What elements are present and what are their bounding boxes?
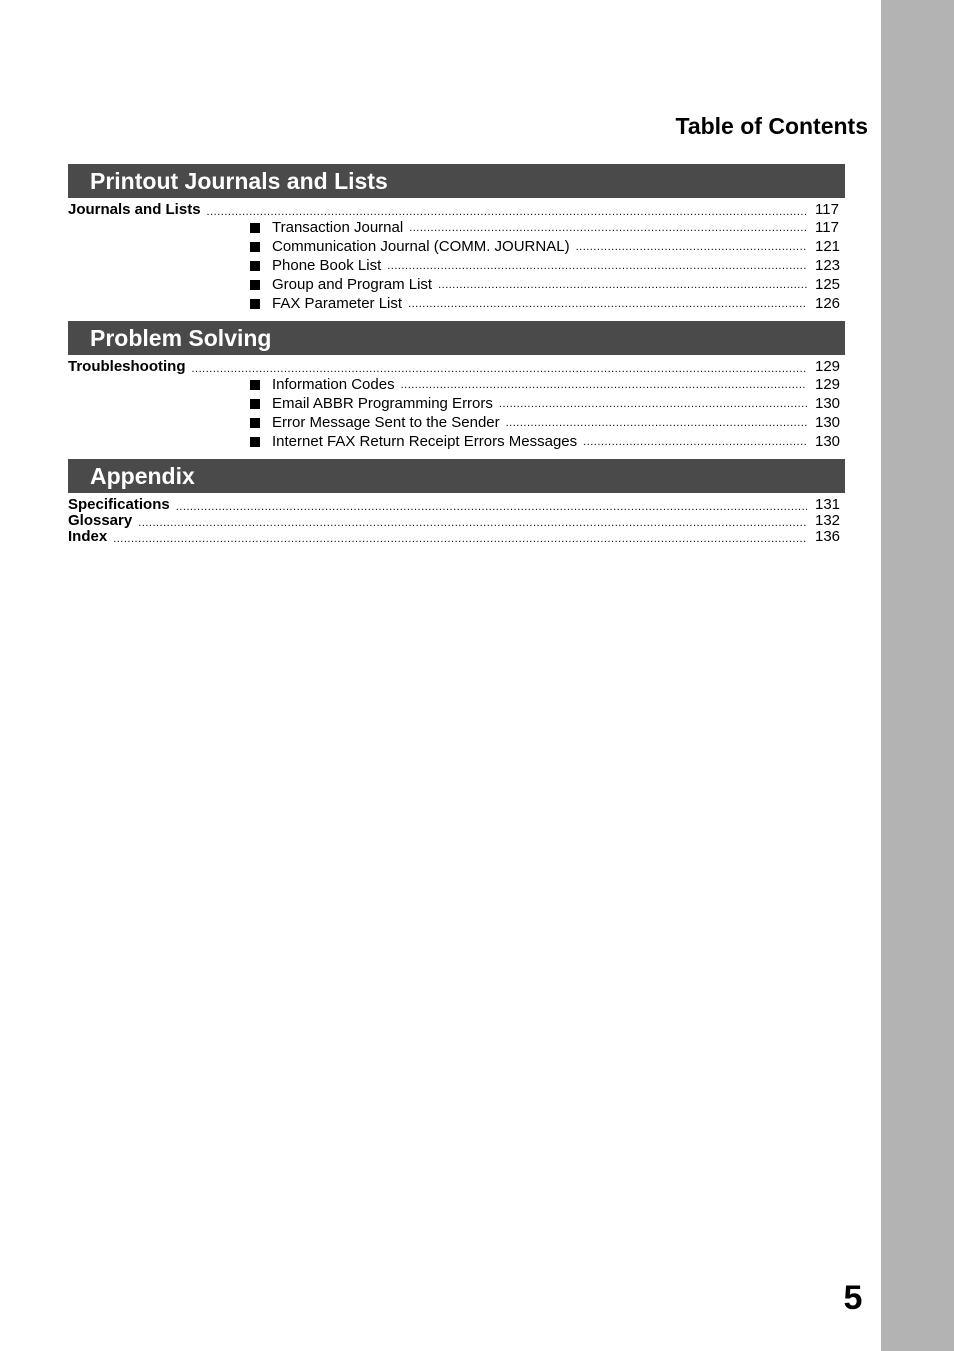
toc-section-problem-solving [68, 321, 845, 451]
toc-sub-entry[interactable] [250, 275, 845, 294]
dot-leader [583, 436, 807, 448]
entry-page: 117 [815, 201, 839, 218]
entry-title: Index [68, 528, 108, 545]
dot-leader [401, 379, 807, 391]
entry-title: Glossary [68, 512, 133, 529]
entry-title: Journals and Lists [68, 201, 201, 218]
sub-entry-title: FAX Parameter List [272, 295, 403, 312]
section-entries [68, 493, 845, 545]
sub-entry-page: 121 [815, 238, 841, 255]
sub-entry-title: Group and Program List [272, 276, 433, 293]
dot-leader [409, 222, 807, 234]
sub-entry-page: 130 [815, 395, 841, 412]
toc-sub-entry[interactable] [250, 218, 845, 237]
toc-sub-entry[interactable] [250, 413, 845, 432]
toc-entry[interactable] [68, 529, 845, 545]
sub-entry-page: 126 [815, 295, 841, 312]
sub-entry-page: 117 [815, 219, 839, 236]
section-gap [68, 313, 845, 321]
square-bullet-icon [250, 223, 260, 233]
dot-leader [113, 533, 807, 545]
toc-sub-entry[interactable] [250, 394, 845, 413]
toc-entry[interactable] [68, 359, 845, 375]
square-bullet-icon [250, 280, 260, 290]
sub-entry-title: Communication Journal (COMM. JOURNAL) [272, 238, 570, 255]
square-bullet-icon [250, 261, 260, 271]
sub-entry-title: Error Message Sent to the Sender [272, 414, 500, 431]
section-entries [68, 198, 845, 313]
section-heading: Appendix [68, 459, 845, 493]
square-bullet-icon [250, 399, 260, 409]
square-bullet-icon [250, 242, 260, 252]
toc-sub-entry[interactable] [250, 294, 845, 313]
entry-page: 132 [815, 512, 841, 529]
entry-page: 131 [815, 496, 841, 513]
dot-leader [192, 363, 808, 375]
section-entries [68, 355, 845, 451]
toc-content [68, 164, 845, 545]
side-tab [881, 0, 954, 1351]
section-gap [68, 451, 845, 459]
sub-entry-title: Information Codes [272, 376, 395, 393]
section-heading: Printout Journals and Lists [68, 164, 845, 198]
toc-entry[interactable] [68, 497, 845, 513]
dot-leader [506, 417, 807, 429]
sub-entry-page: 123 [815, 257, 841, 274]
sub-entry-page: 125 [815, 276, 841, 293]
dot-leader [138, 517, 807, 529]
sub-entry-title: Transaction Journal [272, 219, 404, 236]
toc-entry[interactable] [68, 202, 845, 218]
sub-entry-page: 129 [815, 376, 841, 393]
dot-leader [207, 206, 807, 218]
sub-entry-title: Phone Book List [272, 257, 382, 274]
square-bullet-icon [250, 437, 260, 447]
toc-sub-entry[interactable] [250, 375, 845, 394]
dot-leader [438, 279, 807, 291]
toc-sub-entry[interactable] [250, 237, 845, 256]
dot-leader [576, 241, 807, 253]
dot-leader [499, 398, 807, 410]
entry-page: 129 [815, 358, 841, 375]
entry-title: Specifications [68, 496, 170, 513]
toc-section-printout [68, 164, 845, 313]
sub-entry-title: Email ABBR Programming Errors [272, 395, 493, 412]
sub-entry-page: 130 [815, 433, 841, 450]
page-number: 5 [843, 1279, 863, 1317]
toc-section-appendix [68, 459, 845, 545]
sub-entry-title: Internet FAX Return Receipt Errors Messages [272, 433, 578, 450]
dot-leader [176, 501, 807, 513]
square-bullet-icon [250, 418, 260, 428]
page-title: Table of Contents [675, 113, 868, 139]
toc-sub-entry[interactable] [250, 432, 845, 451]
square-bullet-icon [250, 380, 260, 390]
square-bullet-icon [250, 299, 260, 309]
dot-leader [408, 298, 807, 310]
entry-page: 136 [815, 528, 841, 545]
dot-leader [387, 260, 807, 272]
toc-sub-entry[interactable] [250, 256, 845, 275]
sub-entry-page: 130 [815, 414, 841, 431]
toc-entry[interactable] [68, 513, 845, 529]
section-heading: Problem Solving [68, 321, 845, 355]
entry-title: Troubleshooting [68, 358, 186, 375]
